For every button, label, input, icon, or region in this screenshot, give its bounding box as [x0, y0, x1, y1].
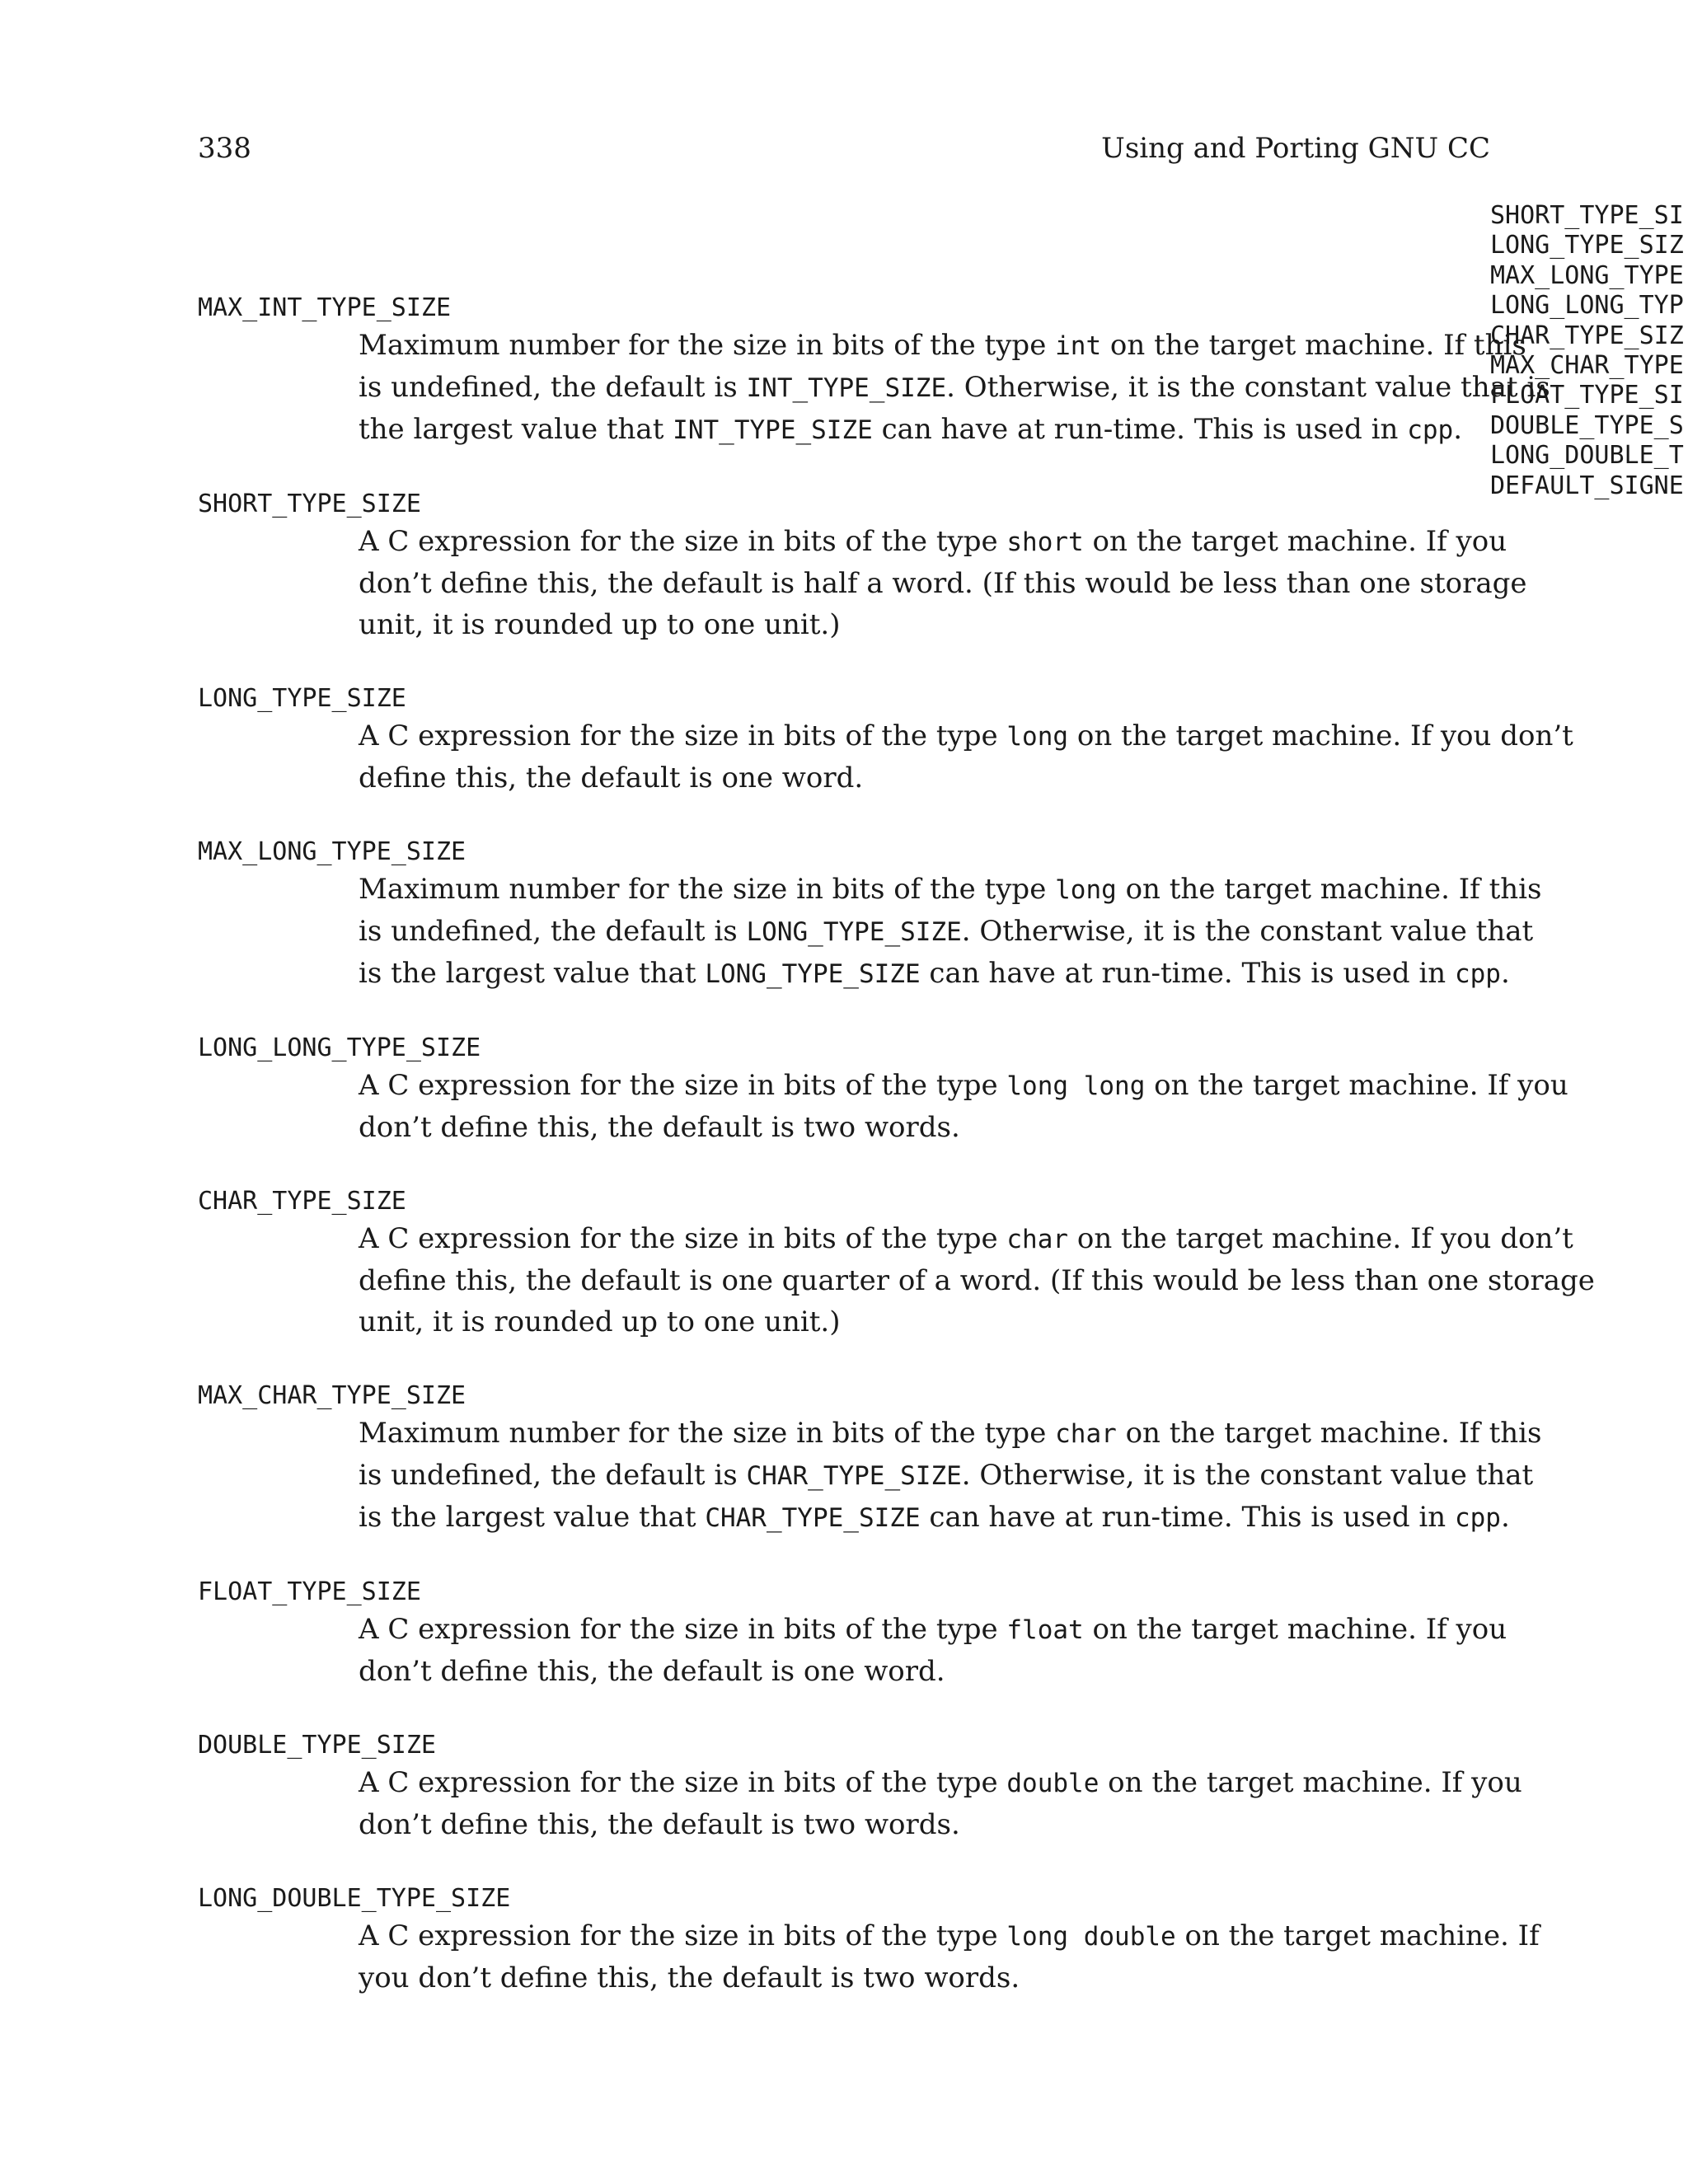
definition-entry — [198, 682, 1573, 799]
definition-term: MAX_CHAR_TYPE_SIZE — [198, 1381, 467, 1410]
text-run: Maximum number for the size in bits of the type — [359, 329, 1056, 362]
definition-description — [359, 1413, 1542, 1539]
description-line — [359, 1069, 1568, 1102]
text-run: can have at run-time. This is used in — [872, 413, 1408, 446]
text-run: on the target machine. If you — [1145, 1069, 1568, 1102]
text-run: is undefined, the default is — [359, 915, 747, 948]
definition-term: FLOAT_TYPE_SIZE — [198, 1577, 421, 1606]
margin-index-item: SHORT_TYPE_SI — [1490, 201, 1684, 230]
margin-index-item: LONG_DOUBLE_T — [1490, 441, 1684, 471]
margin-index-item: MAX_LONG_TYPE — [1490, 260, 1684, 290]
text-run: A C expression for the size in bits of the type — [359, 1222, 1007, 1255]
description-line — [359, 1655, 945, 1688]
inline-code: cpp — [1454, 959, 1501, 989]
text-run: A C expression for the size in bits of the type — [359, 1766, 1007, 1799]
text-run: on the target machine. If — [1175, 1919, 1540, 1952]
text-run: on the target machine. If you don’t — [1068, 1222, 1573, 1255]
definition-entry — [198, 488, 1527, 645]
description-line — [359, 1459, 1533, 1492]
text-run: is undefined, the default is — [359, 371, 747, 404]
text-run: on the target machine. If you — [1083, 525, 1507, 558]
running-title: Using and Porting GNU CC — [1101, 132, 1490, 165]
description-line — [359, 1961, 1020, 1994]
definition-entry — [198, 1729, 1522, 1845]
text-run: define this, the default is one word. — [359, 762, 864, 794]
definition-description — [359, 715, 1573, 799]
definition-description — [359, 521, 1527, 645]
text-run: the largest value that — [359, 413, 673, 446]
description-line — [359, 329, 1526, 362]
text-run: . Otherwise, it is the constant value that — [961, 1459, 1534, 1492]
text-run: unit, it is rounded up to one unit.) — [359, 608, 841, 641]
margin-index-item: FLOAT_TYPE_SI — [1490, 381, 1684, 410]
inline-code: double — [1006, 1769, 1100, 1798]
text-run: . Otherwise, it is the constant value that is — [946, 371, 1550, 404]
text-run: Maximum number for the size in bits of the type — [359, 1417, 1056, 1450]
description-line — [359, 1222, 1573, 1255]
inline-code: short — [1006, 527, 1084, 557]
definition-description — [359, 869, 1542, 995]
text-run: on the target machine. If you — [1099, 1766, 1522, 1799]
inline-code: LONG_TYPE_SIZE — [705, 959, 921, 989]
description-line — [359, 719, 1573, 752]
inline-code: INT_TYPE_SIZE — [673, 415, 873, 445]
text-run: don’t define this, the default is one word. — [359, 1655, 945, 1688]
definition-term: SHORT_TYPE_SIZE — [198, 490, 421, 518]
text-run: is the largest value that — [359, 957, 706, 990]
definition-description — [359, 1065, 1568, 1148]
text-run: A C expression for the size in bits of the type — [359, 1613, 1007, 1646]
description-line — [359, 1305, 841, 1338]
definition-entry — [198, 1032, 1568, 1148]
page-number: 338 — [198, 132, 251, 165]
text-run: A C expression for the size in bits of the type — [359, 719, 1007, 752]
text-run: don’t define this, the default is two words. — [359, 1808, 960, 1841]
description-line — [359, 567, 1527, 600]
inline-code: long — [1006, 722, 1069, 752]
text-run: on the target machine. If you — [1083, 1613, 1507, 1646]
definition-entry — [198, 1380, 1542, 1539]
inline-code: long double — [1006, 1922, 1176, 1952]
inline-code: INT_TYPE_SIZE — [746, 373, 947, 403]
definition-description — [359, 1915, 1540, 1999]
text-run: is the largest value that — [359, 1501, 706, 1534]
inline-code: long — [1055, 875, 1117, 905]
text-run: unit, it is rounded up to one unit.) — [359, 1305, 841, 1338]
inline-code: char — [1006, 1225, 1069, 1254]
inline-code: cpp — [1407, 415, 1454, 445]
margin-index-item: DEFAULT_SIGNE — [1490, 471, 1684, 500]
description-line — [359, 1766, 1522, 1799]
definition-description — [359, 1218, 1595, 1343]
inline-code: long long — [1006, 1071, 1146, 1101]
text-run: is undefined, the default is — [359, 1459, 747, 1492]
definition-term: MAX_LONG_TYPE_SIZE — [198, 837, 467, 866]
description-line — [359, 1501, 1510, 1534]
text-run: Maximum number for the size in bits of the type — [359, 873, 1056, 906]
inline-code: CHAR_TYPE_SIZE — [705, 1503, 921, 1533]
definition-term: MAX_INT_TYPE_SIZE — [198, 293, 452, 322]
definition-term: CHAR_TYPE_SIZE — [198, 1187, 406, 1216]
definition-term: LONG_TYPE_SIZE — [198, 684, 406, 713]
text-run: A C expression for the size in bits of the type — [359, 1069, 1007, 1102]
description-line — [359, 1613, 1507, 1646]
text-run: . — [1500, 1501, 1510, 1534]
definition-entry — [198, 1185, 1595, 1343]
text-run: can have at run-time. This is used in — [920, 957, 1455, 990]
definition-description — [359, 1609, 1507, 1692]
description-line — [359, 1111, 960, 1144]
margin-index-item: LONG_LONG_TYP — [1490, 291, 1684, 321]
definition-entry — [198, 836, 1542, 995]
description-line — [359, 873, 1541, 906]
text-run: can have at run-time. This is used in — [920, 1501, 1455, 1534]
definition-entry — [198, 1882, 1540, 1999]
text-run: define this, the default is one quarter of a word. (If this would be less than one storage — [359, 1264, 1595, 1297]
definition-description — [359, 1762, 1522, 1845]
text-run: . — [1453, 413, 1462, 446]
description-line — [359, 957, 1510, 990]
description-line — [359, 525, 1507, 558]
description-line — [359, 1808, 960, 1841]
inline-code: LONG_TYPE_SIZE — [746, 917, 962, 947]
text-run: . Otherwise, it is the constant value that — [961, 915, 1534, 948]
definition-term: DOUBLE_TYPE_SIZE — [198, 1731, 436, 1760]
text-run: . — [1500, 957, 1510, 990]
text-run: A C expression for the size in bits of the type — [359, 525, 1007, 558]
definition-term: LONG_LONG_TYPE_SIZE — [198, 1033, 481, 1062]
text-run: you don’t define this, the default is two words. — [359, 1961, 1020, 1994]
inline-code: char — [1055, 1419, 1117, 1449]
definition-term: LONG_DOUBLE_TYPE_SIZE — [198, 1884, 511, 1913]
text-run: on the target machine. If this — [1116, 1417, 1542, 1450]
definition-description — [359, 325, 1550, 451]
inline-code: float — [1006, 1615, 1084, 1645]
inline-code: int — [1055, 331, 1102, 361]
description-line — [359, 1264, 1595, 1297]
margin-index-item: LONG_TYPE_SIZ — [1490, 231, 1684, 260]
description-line — [359, 1919, 1540, 1952]
description-line — [359, 762, 863, 794]
description-line — [359, 1417, 1541, 1450]
description-line — [359, 371, 1550, 404]
margin-index-item: CHAR_TYPE_SIZ — [1490, 321, 1684, 350]
margin-index-item: MAX_CHAR_TYPE — [1490, 350, 1684, 380]
description-line — [359, 608, 841, 641]
text-run: on the target machine. If this — [1116, 873, 1542, 906]
definition-entry — [198, 1576, 1507, 1692]
text-run: don’t define this, the default is two words. — [359, 1111, 960, 1144]
description-line — [359, 915, 1533, 948]
definition-entry — [198, 292, 1550, 451]
margin-index-item: DOUBLE_TYPE_S — [1490, 410, 1684, 440]
text-run: on the target machine. If you don’t — [1068, 719, 1573, 752]
inline-code: cpp — [1454, 1503, 1501, 1533]
text-run: on the target machine. If this — [1101, 329, 1526, 362]
text-run: A C expression for the size in bits of the type — [359, 1919, 1007, 1952]
inline-code: CHAR_TYPE_SIZE — [746, 1461, 962, 1491]
text-run: don’t define this, the default is half a word. (If this would be less than one storage — [359, 567, 1527, 600]
description-line — [359, 413, 1462, 446]
